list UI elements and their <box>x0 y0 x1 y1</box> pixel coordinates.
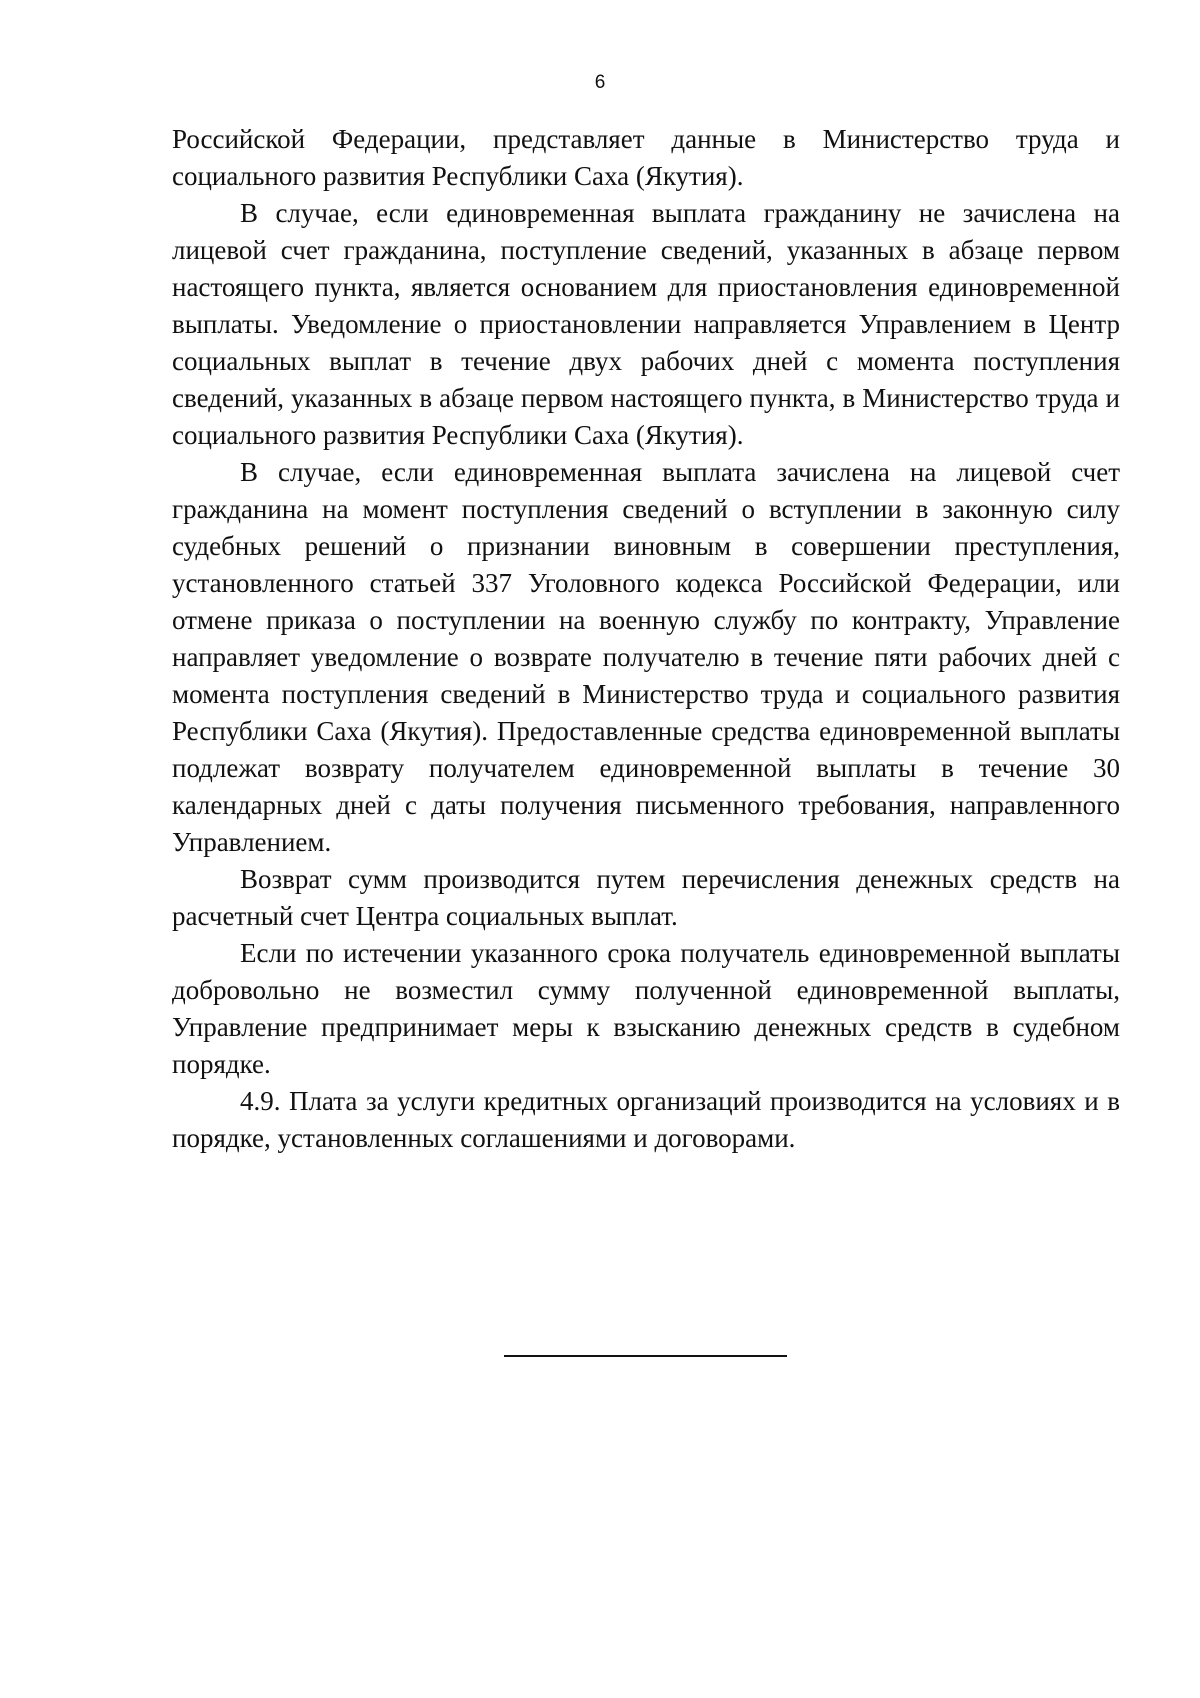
paragraph-suspension: В случае, если единовременная выплата гражданину не зачислена на лицевой счет гражданина, поступление сведений, указанных в абзаце первом настоящего пункта, является основанием для приостановления единовременной выплаты. Уведомление о приостановлении направляется Управлением в Центр социальных выплат в течение двух рабочих дней с момента поступления сведений, указанных в абзаце первом настоящего пункта, в Министерство труда и социального развития Республики Саха (Якутия). <box>172 198 1120 450</box>
paragraph-continuation: Российской Федерации, представляет данные в Министерство труда и социального развития Республики Саха (Якутия). <box>172 124 1120 191</box>
closing-divider <box>504 1355 787 1357</box>
paragraph-bank-fees: 4.9. Плата за услуги кредитных организаций производится на условиях и в порядке, установленных соглашениями и договорами. <box>172 1086 1120 1153</box>
paragraph-refund-method: Возврат сумм производится путем перечисления денежных средств на расчетный счет Центра социальных выплат. <box>172 864 1120 931</box>
page-number: 6 <box>594 72 606 93</box>
paragraph-refund-notice: В случае, если единовременная выплата зачислена на лицевой счет гражданина на момент поступления сведений о вступлении в законную силу судебных решений о признании виновным в совершении преступления, установленного статьей 337 Уголовного кодекса Российской Федерации, или отмене приказа о поступлении на военную службу по контракту, Управление направляет уведомление о возврате получателю в течение пяти рабочих дней с момента поступления сведений в Министерство труда и социального развития Республики Саха (Якутия). Предоставленные средства единовременной выплаты подлежат возврату получателем единовременной выплаты в течение 30 календарных дней с даты получения письменного требования, направленного Управлением. <box>172 457 1120 857</box>
paragraph-court-recovery: Если по истечении указанного срока получатель единовременной выплаты добровольно не возместил сумму полученной единовременной выплаты, Управление предпринимает меры к взысканию денежных средств в судебном порядке. <box>172 938 1120 1079</box>
document-body <box>172 121 1120 1157</box>
